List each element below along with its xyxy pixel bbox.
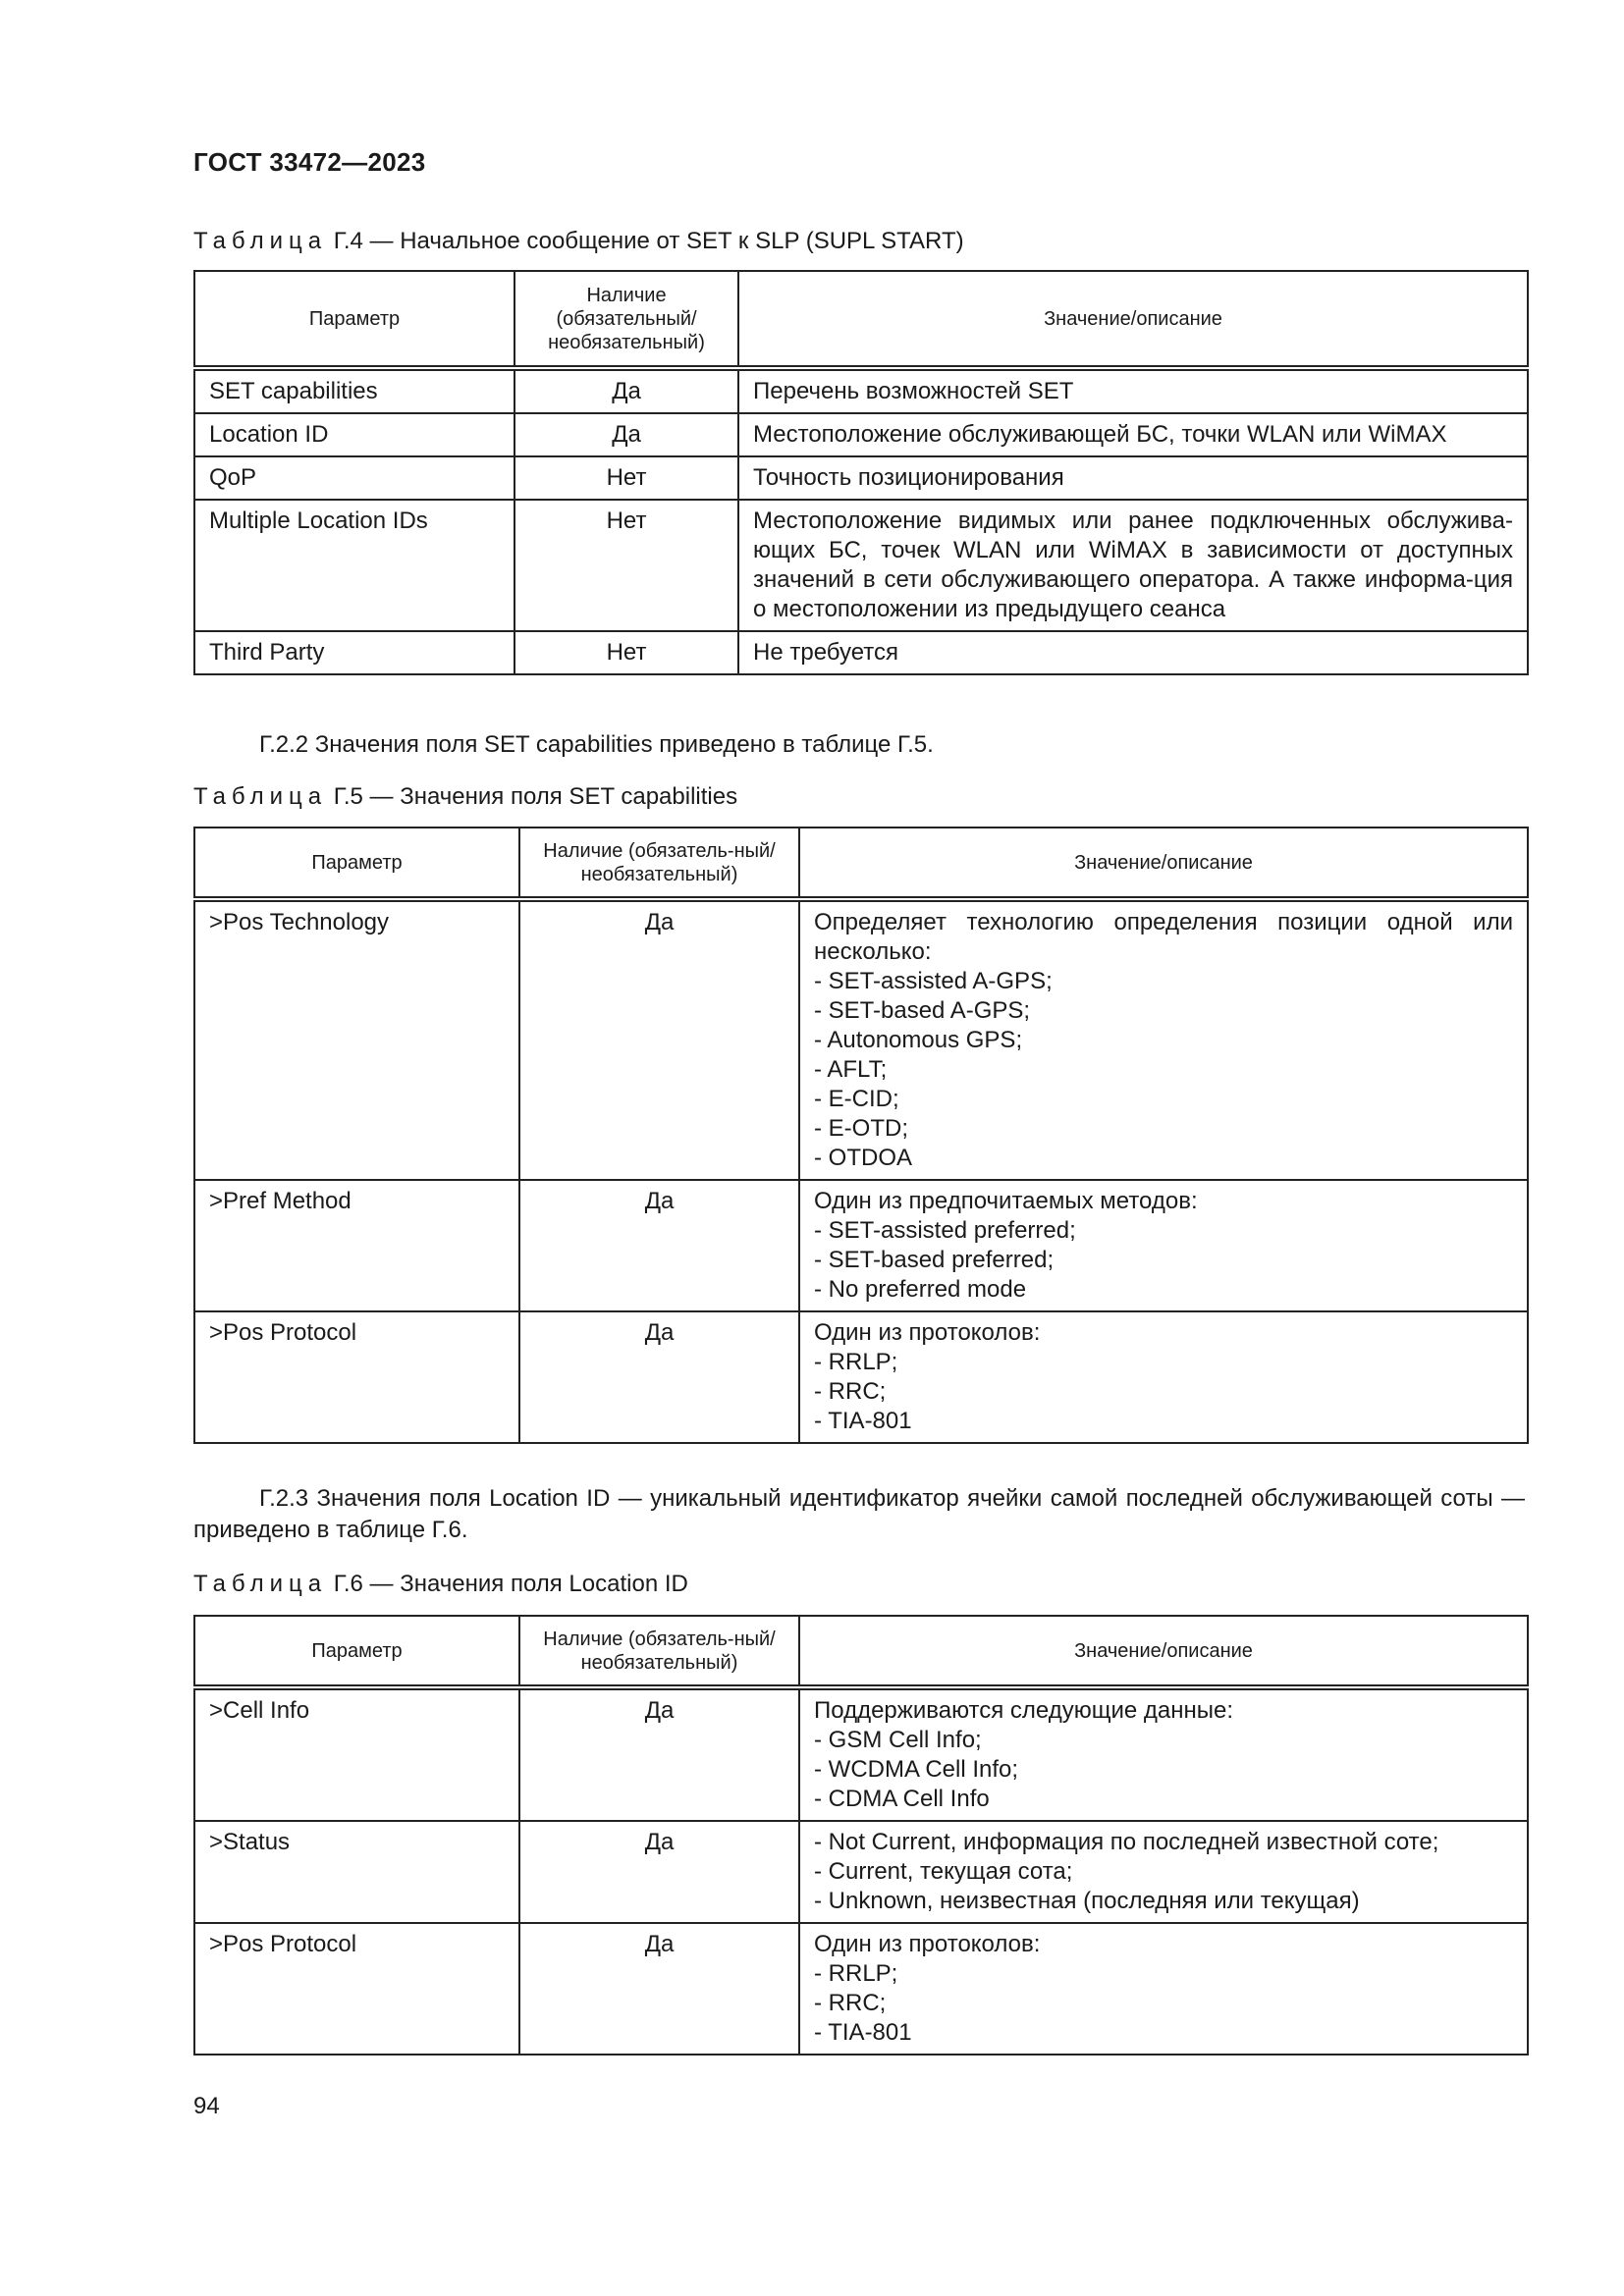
table-g6 xyxy=(193,1615,1529,2056)
paragraph-g23: Г.2.3 Значения поля Location ID — уникальный идентификатор ячейки самой последней обслуживающей соты — приведено в таблице Г.6. xyxy=(193,1485,1525,1543)
column-header: Параметр xyxy=(194,271,514,368)
column-header: Значение/описание xyxy=(799,828,1528,899)
param-cell: >Pos Protocol xyxy=(194,1923,519,2055)
table-row xyxy=(194,456,1528,500)
description-line: - Not Current, информация по последней известной соте; xyxy=(814,1829,1439,1855)
description-cell: Не требуется xyxy=(738,631,1528,674)
presence-cell: Да xyxy=(519,1180,799,1311)
presence-cell: Да xyxy=(519,1923,799,2055)
presence-cell: Да xyxy=(514,368,738,413)
column-header: Параметр xyxy=(194,828,519,899)
description-line: - RRLP; xyxy=(814,1349,898,1375)
description-cell: Местоположение видимых или ранее подключенных обслужива-ющих БС, точек WLAN или WiMAX в зависимости от доступных значений в сети обслуживающего оператора. А также информа-ция о местоположении из предыдущего сеанса xyxy=(738,500,1528,631)
table-g6-caption xyxy=(193,1571,688,1598)
description-line: - RRLP; xyxy=(814,1960,898,1987)
presence-cell: Да xyxy=(514,413,738,456)
description-line: - TIA-801 xyxy=(814,2019,912,2046)
presence-cell: Да xyxy=(519,899,799,1180)
table-caption-text: Г.6 — Значения поля Location ID xyxy=(333,1571,688,1597)
table-caption-text: Г.5 — Значения поля SET capabilities xyxy=(333,783,738,810)
table-g4-caption xyxy=(193,228,964,255)
table-row xyxy=(194,413,1528,456)
table-row xyxy=(194,1311,1528,1443)
param-cell: SET capabilities xyxy=(194,368,514,413)
presence-cell: Да xyxy=(519,1687,799,1821)
page-number: 94 xyxy=(193,2093,220,2119)
description-line: Поддерживаются следующие данные: xyxy=(814,1697,1234,1724)
description-line: - CDMA Cell Info xyxy=(814,1786,990,1812)
description-line: - Current, текущая сота; xyxy=(814,1858,1073,1885)
description-cell: Местоположение обслуживающей БС, точки WLAN или WiMAX xyxy=(738,413,1528,456)
table-word: Таблица xyxy=(193,228,328,254)
description-line: - WCDMA Cell Info; xyxy=(814,1756,1019,1783)
table-g4 xyxy=(193,270,1529,675)
presence-cell: Да xyxy=(519,1311,799,1443)
column-header: Значение/описание xyxy=(799,1616,1528,1687)
param-cell: QoP xyxy=(194,456,514,500)
description-line: - TIA-801 xyxy=(814,1408,912,1434)
table-row xyxy=(194,1821,1528,1923)
table-row xyxy=(194,368,1528,413)
param-cell: >Pref Method xyxy=(194,1180,519,1311)
description-line: - OTDOA xyxy=(814,1145,912,1171)
description-cell xyxy=(799,899,1528,1180)
description-line: - SET-assisted preferred; xyxy=(814,1217,1076,1244)
description-cell xyxy=(799,1687,1528,1821)
table-row xyxy=(194,500,1528,631)
description-cell xyxy=(799,1821,1528,1923)
description-line: Определяет технологию определения позиции одной или несколько: xyxy=(814,909,1513,965)
table-row xyxy=(194,1687,1528,1821)
param-cell: Multiple Location IDs xyxy=(194,500,514,631)
column-header: Наличие (обязательный/ необязательный) xyxy=(514,271,738,368)
param-cell: >Status xyxy=(194,1821,519,1923)
description-line: - RRC; xyxy=(814,1378,887,1405)
param-cell: >Pos Technology xyxy=(194,899,519,1180)
table-caption-text: Г.4 — Начальное сообщение от SET к SLP (SUPL START) xyxy=(333,228,964,254)
description-line: Один из протоколов: xyxy=(814,1319,1041,1346)
table-word: Таблица xyxy=(193,783,328,810)
description-line: - SET-based preferred; xyxy=(814,1247,1055,1273)
column-header: Наличие (обязатель-ный/необязательный) xyxy=(519,1616,799,1687)
column-header: Значение/описание xyxy=(738,271,1528,368)
paragraph-g22: Г.2.2 Значения поля SET capabilities приведено в таблице Г.5. xyxy=(259,731,934,758)
param-cell: Third Party xyxy=(194,631,514,674)
column-header: Параметр xyxy=(194,1616,519,1687)
description-cell: Точность позиционирования xyxy=(738,456,1528,500)
description-line: - Autonomous GPS; xyxy=(814,1027,1023,1053)
table-row xyxy=(194,1923,1528,2055)
table-g5 xyxy=(193,827,1529,1444)
table-row xyxy=(194,1180,1528,1311)
description-line: - E-OTD; xyxy=(814,1115,908,1142)
param-cell: >Cell Info xyxy=(194,1687,519,1821)
table-word: Таблица xyxy=(193,1571,328,1597)
presence-cell: Нет xyxy=(514,631,738,674)
description-line: Один из протоколов: xyxy=(814,1931,1041,1957)
description-line: - SET-assisted A-GPS; xyxy=(814,968,1053,994)
description-line: - No preferred mode xyxy=(814,1276,1027,1303)
description-cell xyxy=(799,1311,1528,1443)
param-cell: Location ID xyxy=(194,413,514,456)
description-line: - AFLT; xyxy=(814,1056,888,1083)
description-cell: Перечень возможностей SET xyxy=(738,368,1528,413)
description-line: - SET-based A-GPS; xyxy=(814,997,1031,1024)
description-line: - E-CID; xyxy=(814,1086,899,1112)
table-row xyxy=(194,631,1528,674)
description-line: - RRC; xyxy=(814,1990,887,2016)
presence-cell: Да xyxy=(519,1821,799,1923)
param-cell: >Pos Protocol xyxy=(194,1311,519,1443)
column-header: Наличие (обязатель-ный/необязательный) xyxy=(519,828,799,899)
description-line: - Unknown, неизвестная (последняя или текущая) xyxy=(814,1888,1360,1914)
description-cell xyxy=(799,1923,1528,2055)
document-header: ГОСТ 33472—2023 xyxy=(193,147,426,177)
presence-cell: Нет xyxy=(514,500,738,631)
presence-cell: Нет xyxy=(514,456,738,500)
description-line: - GSM Cell Info; xyxy=(814,1727,982,1753)
description-cell xyxy=(799,1180,1528,1311)
table-row xyxy=(194,899,1528,1180)
description-line: Один из предпочитаемых методов: xyxy=(814,1188,1198,1214)
table-g5-caption xyxy=(193,783,737,811)
